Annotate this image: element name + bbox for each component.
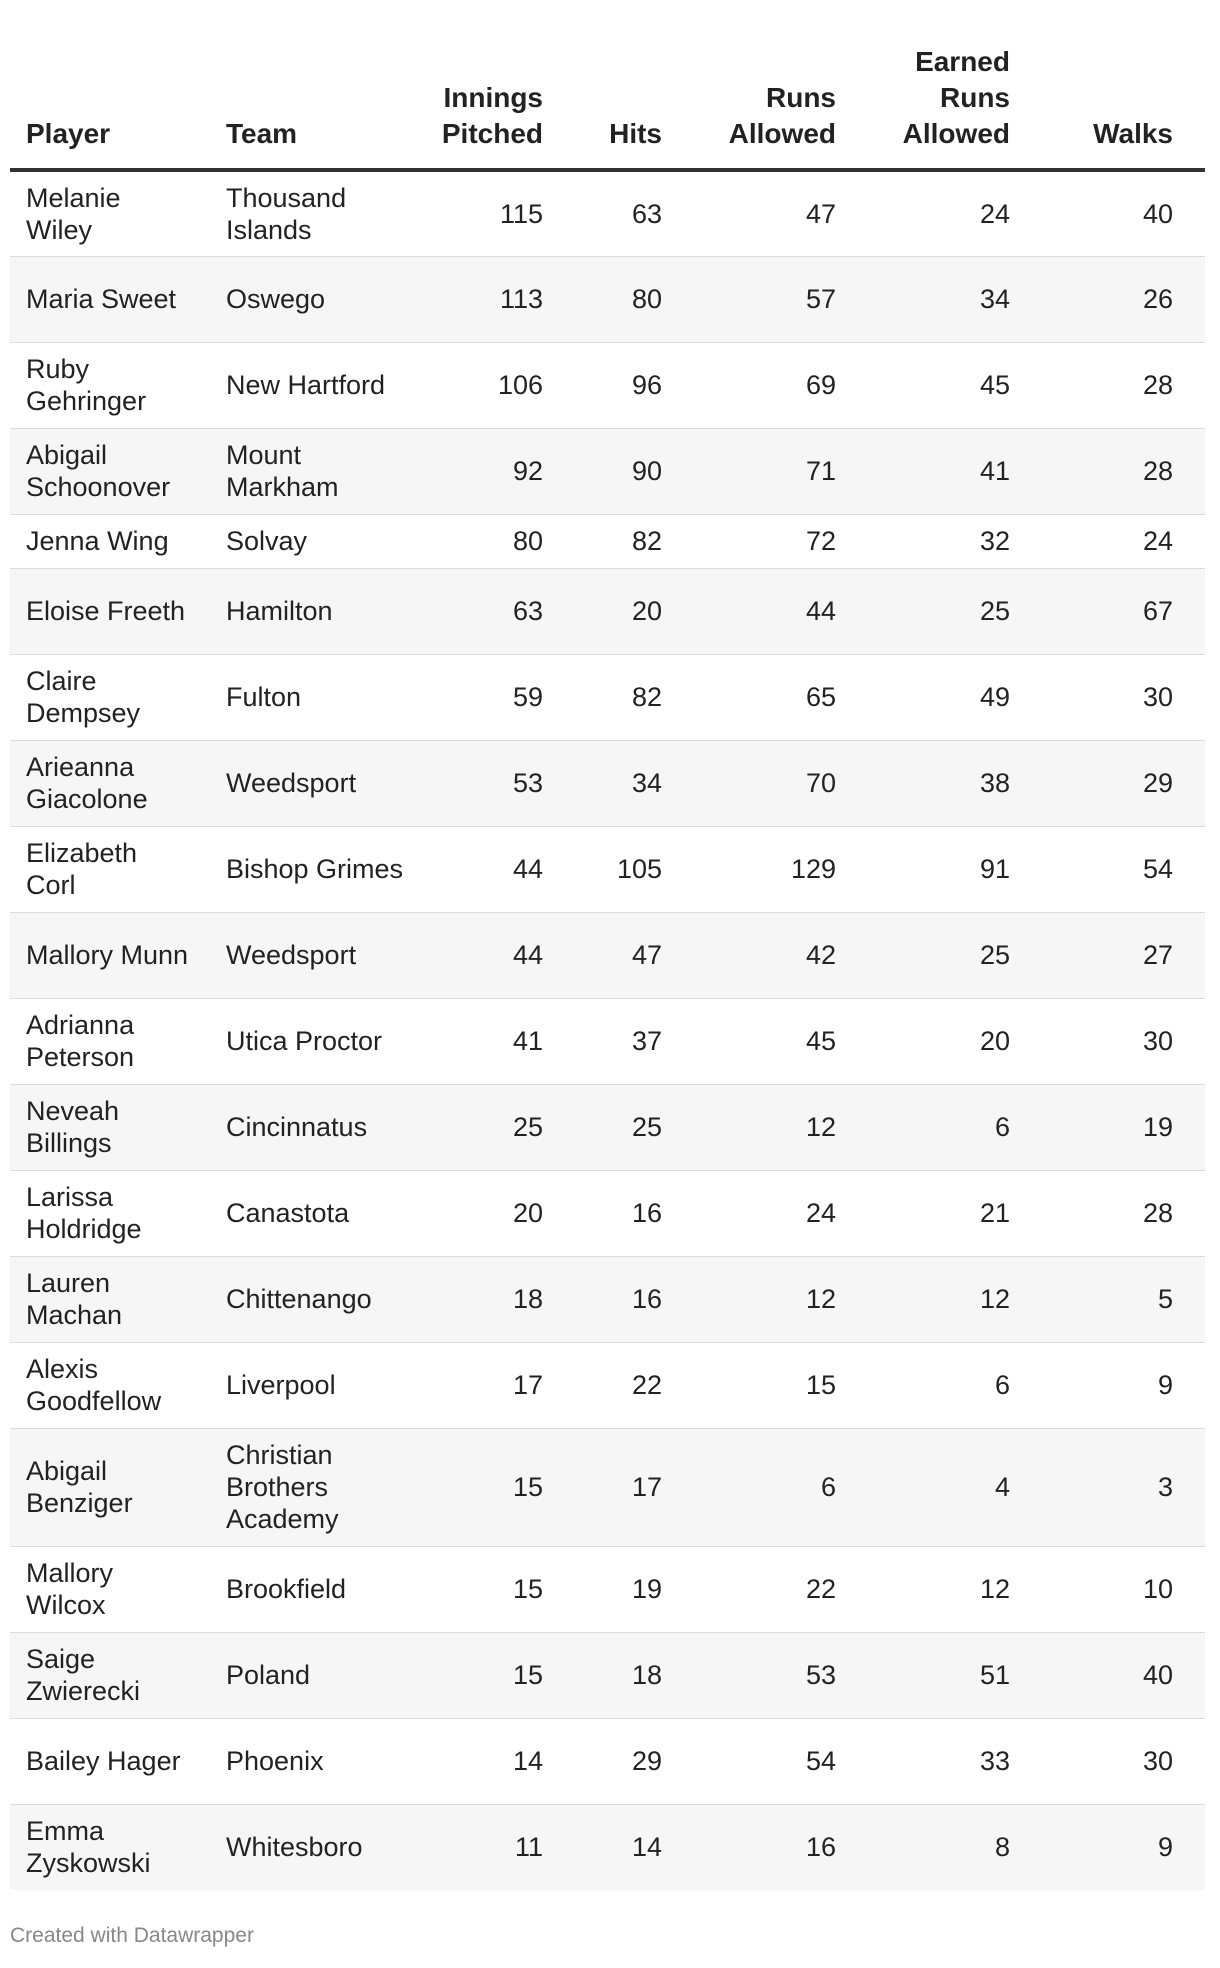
header-walks[interactable]: Walks	[1026, 30, 1205, 170]
table-row	[10, 514, 1205, 568]
cell-team: Canastota	[210, 1170, 420, 1256]
cell-hits: 105	[559, 826, 678, 912]
cell-innings-pitched: 106	[420, 342, 559, 428]
cell-runs-allowed: 12	[678, 1084, 852, 1170]
header-row	[10, 30, 1205, 170]
cell-runs-allowed: 42	[678, 912, 852, 998]
cell-hits: 14	[559, 1804, 678, 1890]
cell-runs-allowed: 6	[678, 1428, 852, 1546]
cell-team: Bishop Grimes	[210, 826, 420, 912]
stats-table-container	[10, 30, 1205, 1890]
table-body	[10, 170, 1205, 1890]
cell-team: Thousand Islands	[210, 170, 420, 256]
cell-innings-pitched: 113	[420, 256, 559, 342]
cell-runs-allowed: 16	[678, 1804, 852, 1890]
cell-walks: 9	[1026, 1342, 1205, 1428]
cell-team: Chittenango	[210, 1256, 420, 1342]
cell-hits: 20	[559, 568, 678, 654]
cell-innings-pitched: 14	[420, 1718, 559, 1804]
cell-player: Bailey Hager	[10, 1718, 210, 1804]
cell-innings-pitched: 41	[420, 998, 559, 1084]
cell-hits: 63	[559, 170, 678, 256]
cell-walks: 30	[1026, 1718, 1205, 1804]
cell-earned-runs-allowed: 20	[852, 998, 1026, 1084]
header-team[interactable]: Team	[210, 30, 420, 170]
table-row	[10, 1632, 1205, 1718]
cell-earned-runs-allowed: 24	[852, 170, 1026, 256]
cell-earned-runs-allowed: 21	[852, 1170, 1026, 1256]
cell-earned-runs-allowed: 6	[852, 1342, 1026, 1428]
cell-innings-pitched: 20	[420, 1170, 559, 1256]
cell-hits: 17	[559, 1428, 678, 1546]
table-row	[10, 1718, 1205, 1804]
cell-player: Neveah Billings	[10, 1084, 210, 1170]
cell-earned-runs-allowed: 91	[852, 826, 1026, 912]
cell-team: Whitesboro	[210, 1804, 420, 1890]
cell-team: Oswego	[210, 256, 420, 342]
cell-innings-pitched: 63	[420, 568, 559, 654]
cell-player: Larissa Holdridge	[10, 1170, 210, 1256]
cell-innings-pitched: 92	[420, 428, 559, 514]
cell-earned-runs-allowed: 4	[852, 1428, 1026, 1546]
cell-hits: 82	[559, 654, 678, 740]
header-hits[interactable]: Hits	[559, 30, 678, 170]
cell-runs-allowed: 22	[678, 1546, 852, 1632]
cell-innings-pitched: 44	[420, 912, 559, 998]
cell-hits: 80	[559, 256, 678, 342]
cell-innings-pitched: 115	[420, 170, 559, 256]
table-header	[10, 30, 1205, 170]
cell-team: Phoenix	[210, 1718, 420, 1804]
table-row	[10, 1256, 1205, 1342]
cell-innings-pitched: 11	[420, 1804, 559, 1890]
header-player[interactable]: Player	[10, 30, 210, 170]
table-row	[10, 740, 1205, 826]
cell-earned-runs-allowed: 32	[852, 514, 1026, 568]
cell-earned-runs-allowed: 25	[852, 568, 1026, 654]
table-row	[10, 654, 1205, 740]
cell-runs-allowed: 72	[678, 514, 852, 568]
cell-hits: 18	[559, 1632, 678, 1718]
cell-team: Utica Proctor	[210, 998, 420, 1084]
cell-innings-pitched: 18	[420, 1256, 559, 1342]
cell-innings-pitched: 80	[420, 514, 559, 568]
cell-team: Weedsport	[210, 912, 420, 998]
cell-team: Brookfield	[210, 1546, 420, 1632]
table-row	[10, 428, 1205, 514]
header-innings-pitched[interactable]: Innings Pitched	[420, 30, 559, 170]
cell-walks: 40	[1026, 1632, 1205, 1718]
cell-walks: 24	[1026, 514, 1205, 568]
cell-walks: 40	[1026, 170, 1205, 256]
cell-hits: 19	[559, 1546, 678, 1632]
cell-runs-allowed: 24	[678, 1170, 852, 1256]
cell-innings-pitched: 15	[420, 1428, 559, 1546]
cell-player: Abigail Schoonover	[10, 428, 210, 514]
cell-player: Abigail Benziger	[10, 1428, 210, 1546]
cell-earned-runs-allowed: 33	[852, 1718, 1026, 1804]
cell-player: Melanie Wiley	[10, 170, 210, 256]
cell-player: Mallory Wilcox	[10, 1546, 210, 1632]
cell-hits: 82	[559, 514, 678, 568]
cell-team: New Hartford	[210, 342, 420, 428]
cell-runs-allowed: 65	[678, 654, 852, 740]
cell-innings-pitched: 59	[420, 654, 559, 740]
table-row	[10, 342, 1205, 428]
cell-runs-allowed: 69	[678, 342, 852, 428]
table-row	[10, 170, 1205, 256]
cell-walks: 26	[1026, 256, 1205, 342]
table-row	[10, 1804, 1205, 1890]
footer-credit: Created with Datawrapper	[10, 1924, 254, 1947]
cell-player: Lauren Machan	[10, 1256, 210, 1342]
cell-player: Jenna Wing	[10, 514, 210, 568]
cell-player: Emma Zyskowski	[10, 1804, 210, 1890]
header-earned-runs-allowed[interactable]: Earned Runs Allowed	[852, 30, 1026, 170]
cell-innings-pitched: 53	[420, 740, 559, 826]
header-runs-allowed[interactable]: Runs Allowed	[678, 30, 852, 170]
cell-walks: 27	[1026, 912, 1205, 998]
table-row	[10, 1428, 1205, 1546]
cell-innings-pitched: 15	[420, 1546, 559, 1632]
cell-player: Maria Sweet	[10, 256, 210, 342]
cell-walks: 54	[1026, 826, 1205, 912]
cell-earned-runs-allowed: 8	[852, 1804, 1026, 1890]
cell-walks: 28	[1026, 1170, 1205, 1256]
cell-innings-pitched: 44	[420, 826, 559, 912]
cell-runs-allowed: 12	[678, 1256, 852, 1342]
cell-team: Mount Markham	[210, 428, 420, 514]
cell-hits: 34	[559, 740, 678, 826]
cell-runs-allowed: 54	[678, 1718, 852, 1804]
cell-walks: 10	[1026, 1546, 1205, 1632]
cell-earned-runs-allowed: 49	[852, 654, 1026, 740]
table-row	[10, 998, 1205, 1084]
cell-walks: 19	[1026, 1084, 1205, 1170]
cell-walks: 30	[1026, 998, 1205, 1084]
cell-hits: 16	[559, 1170, 678, 1256]
cell-team: Christian Brothers Academy	[210, 1428, 420, 1546]
cell-hits: 29	[559, 1718, 678, 1804]
cell-hits: 90	[559, 428, 678, 514]
table-row	[10, 1084, 1205, 1170]
cell-hits: 25	[559, 1084, 678, 1170]
cell-walks: 67	[1026, 568, 1205, 654]
cell-earned-runs-allowed: 6	[852, 1084, 1026, 1170]
cell-player: Arieanna Giacolone	[10, 740, 210, 826]
cell-earned-runs-allowed: 41	[852, 428, 1026, 514]
cell-player: Alexis Goodfellow	[10, 1342, 210, 1428]
cell-hits: 96	[559, 342, 678, 428]
cell-innings-pitched: 25	[420, 1084, 559, 1170]
table-row	[10, 1170, 1205, 1256]
cell-runs-allowed: 71	[678, 428, 852, 514]
cell-walks: 30	[1026, 654, 1205, 740]
cell-hits: 22	[559, 1342, 678, 1428]
cell-earned-runs-allowed: 34	[852, 256, 1026, 342]
cell-hits: 16	[559, 1256, 678, 1342]
cell-team: Weedsport	[210, 740, 420, 826]
cell-walks: 3	[1026, 1428, 1205, 1546]
cell-player: Eloise Freeth	[10, 568, 210, 654]
cell-player: Elizabeth Corl	[10, 826, 210, 912]
table-row	[10, 1546, 1205, 1632]
cell-runs-allowed: 70	[678, 740, 852, 826]
cell-earned-runs-allowed: 12	[852, 1256, 1026, 1342]
cell-innings-pitched: 15	[420, 1632, 559, 1718]
cell-player: Ruby Gehringer	[10, 342, 210, 428]
cell-team: Poland	[210, 1632, 420, 1718]
cell-player: Claire Dempsey	[10, 654, 210, 740]
cell-runs-allowed: 44	[678, 568, 852, 654]
table-row	[10, 256, 1205, 342]
table-row	[10, 568, 1205, 654]
cell-innings-pitched: 17	[420, 1342, 559, 1428]
cell-runs-allowed: 15	[678, 1342, 852, 1428]
table-row	[10, 1342, 1205, 1428]
cell-earned-runs-allowed: 38	[852, 740, 1026, 826]
cell-walks: 9	[1026, 1804, 1205, 1890]
cell-walks: 29	[1026, 740, 1205, 826]
cell-player: Adrianna Peterson	[10, 998, 210, 1084]
table-row	[10, 826, 1205, 912]
cell-runs-allowed: 47	[678, 170, 852, 256]
cell-runs-allowed: 45	[678, 998, 852, 1084]
cell-team: Hamilton	[210, 568, 420, 654]
pitching-stats-table	[10, 30, 1205, 1890]
cell-runs-allowed: 53	[678, 1632, 852, 1718]
cell-walks: 28	[1026, 342, 1205, 428]
cell-player: Saige Zwierecki	[10, 1632, 210, 1718]
cell-runs-allowed: 57	[678, 256, 852, 342]
cell-hits: 37	[559, 998, 678, 1084]
cell-walks: 28	[1026, 428, 1205, 514]
cell-player: Mallory Munn	[10, 912, 210, 998]
cell-team: Fulton	[210, 654, 420, 740]
cell-earned-runs-allowed: 12	[852, 1546, 1026, 1632]
table-row	[10, 912, 1205, 998]
cell-walks: 5	[1026, 1256, 1205, 1342]
cell-earned-runs-allowed: 25	[852, 912, 1026, 998]
cell-team: Solvay	[210, 514, 420, 568]
cell-earned-runs-allowed: 45	[852, 342, 1026, 428]
cell-earned-runs-allowed: 51	[852, 1632, 1026, 1718]
cell-team: Cincinnatus	[210, 1084, 420, 1170]
cell-team: Liverpool	[210, 1342, 420, 1428]
cell-hits: 47	[559, 912, 678, 998]
cell-runs-allowed: 129	[678, 826, 852, 912]
